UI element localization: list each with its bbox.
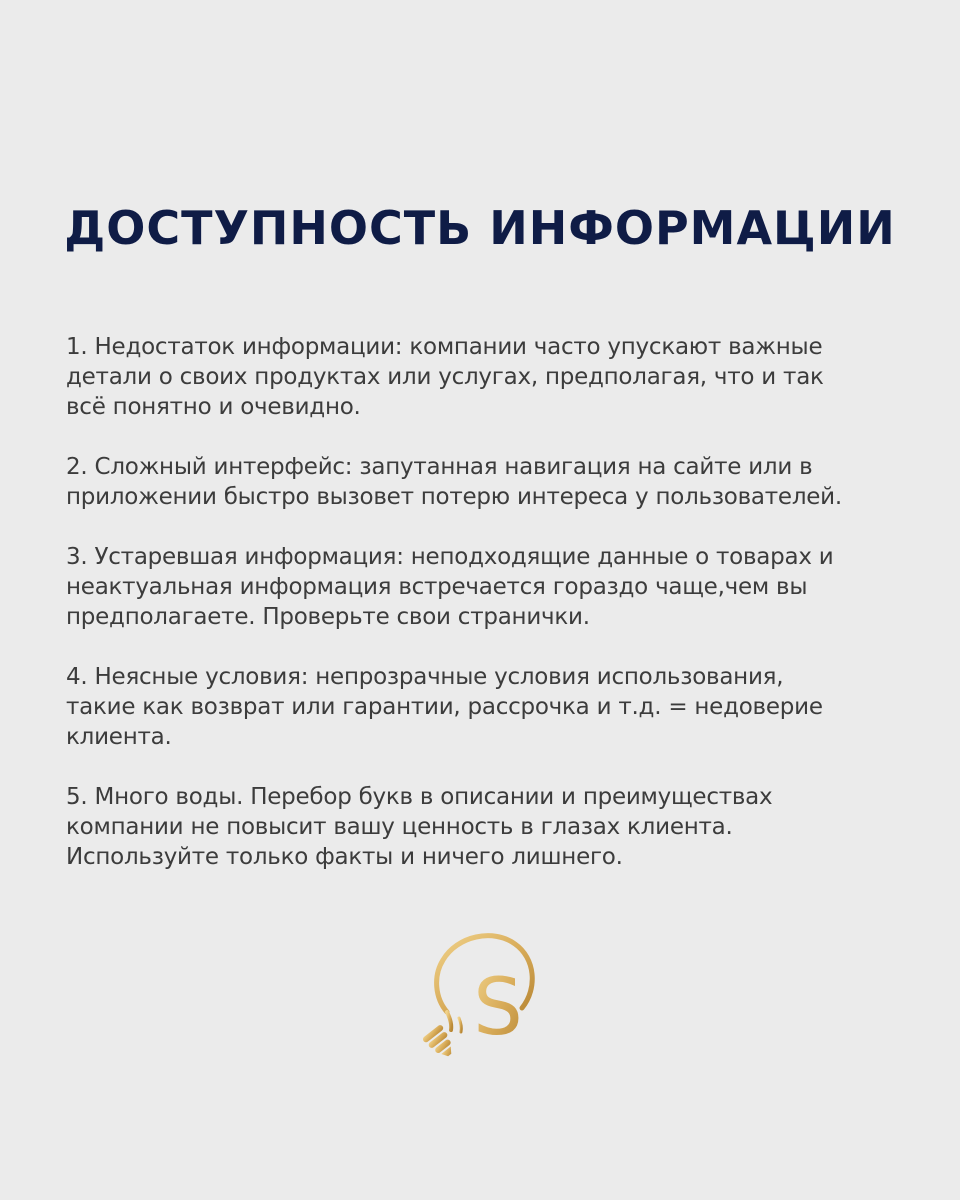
point-line: детали о своих продуктах или услугах, предполагая, что и так xyxy=(66,364,824,390)
point-line: приложении быстро вызовет потерю интереса у пользователей. xyxy=(66,484,842,510)
lightbulb-s-icon xyxy=(414,926,544,1062)
point-line: 4. Неясные условия: непрозрачные условия использования, xyxy=(66,664,784,690)
point-line: Используйте только факты и ничего лишнего. xyxy=(66,844,623,870)
point-1 xyxy=(66,332,926,422)
point-line: 1. Недостаток информации: компании часто упускают важные xyxy=(66,334,823,360)
point-line: клиента. xyxy=(66,724,172,750)
point-line: такие как возврат или гарантии, рассрочка и т.д. = недоверие xyxy=(66,694,823,720)
point-line: 5. Много воды. Перебор букв в описании и преимуществах xyxy=(66,784,773,810)
page-title: ДОСТУПНОСТЬ ИНФОРМАЦИИ xyxy=(64,201,896,255)
point-3 xyxy=(66,542,926,632)
point-line: предполагаете. Проверьте свои странички. xyxy=(66,604,590,630)
point-line: 2. Сложный интерфейс: запутанная навигация на сайте или в xyxy=(66,454,813,480)
point-4 xyxy=(66,662,926,752)
points-list xyxy=(66,332,926,902)
point-2 xyxy=(66,452,926,512)
point-line: компании не повысит вашу ценность в глазах клиента. xyxy=(66,814,733,840)
point-line: 3. Устаревшая информация: неподходящие данные о товарах и xyxy=(66,544,834,570)
point-line: всё понятно и очевидно. xyxy=(66,394,361,420)
logo-letter: S xyxy=(473,963,523,1053)
point-5 xyxy=(66,782,926,872)
point-line: неактуальная информация встречается гораздо чаще,чем вы xyxy=(66,574,808,600)
